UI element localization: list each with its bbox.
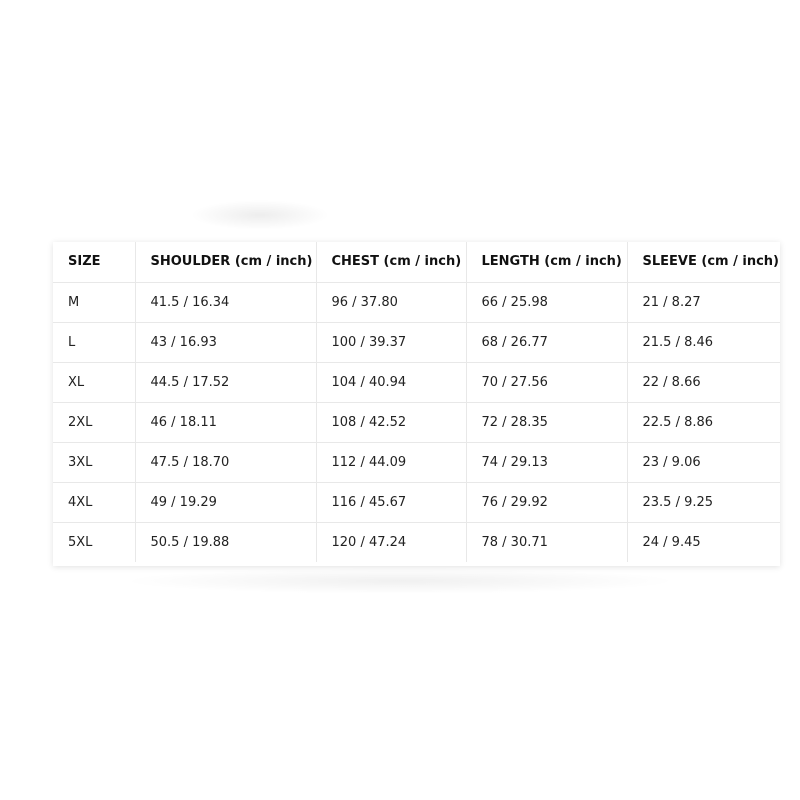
- table-row: [53, 362, 780, 402]
- cell-size: L: [53, 322, 135, 362]
- size-chart-card: [53, 242, 780, 566]
- cell-chest: 120 / 47.24: [316, 522, 466, 562]
- cell-chest: 116 / 45.67: [316, 482, 466, 522]
- cell-sleeve: 23.5 / 9.25: [627, 482, 780, 522]
- cell-shoulder: 43 / 16.93: [135, 322, 316, 362]
- header-row: [53, 242, 780, 282]
- cell-sleeve: 22 / 8.66: [627, 362, 780, 402]
- header-shoulder: SHOULDER (cm / inch): [135, 242, 316, 282]
- cell-shoulder: 44.5 / 17.52: [135, 362, 316, 402]
- header-sleeve: SLEEVE (cm / inch): [627, 242, 780, 282]
- cell-length: 74 / 29.13: [466, 442, 627, 482]
- cell-shoulder: 47.5 / 18.70: [135, 442, 316, 482]
- cell-shoulder: 46 / 18.11: [135, 402, 316, 442]
- cell-sleeve: 21 / 8.27: [627, 282, 780, 322]
- size-chart-table: [53, 242, 780, 562]
- header-chest: CHEST (cm / inch): [316, 242, 466, 282]
- cell-length: 66 / 25.98: [466, 282, 627, 322]
- table-row: [53, 322, 780, 362]
- cell-chest: 104 / 40.94: [316, 362, 466, 402]
- table-row: [53, 442, 780, 482]
- cell-sleeve: 24 / 9.45: [642, 534, 701, 550]
- cell-chest: 96 / 37.80: [316, 282, 466, 322]
- cell-chest: 100 / 39.37: [316, 322, 466, 362]
- cell-length: 76 / 29.92: [466, 482, 627, 522]
- cell-length: 68 / 26.77: [466, 322, 627, 362]
- cell-sleeve: 22.5 / 8.86: [627, 402, 780, 442]
- cell-size: 2XL: [53, 402, 135, 442]
- background-shadow-top: [190, 200, 330, 230]
- cell-chest: 108 / 42.52: [316, 402, 466, 442]
- cell-size: M: [53, 282, 135, 322]
- cell-shoulder: 41.5 / 16.34: [135, 282, 316, 322]
- cell-shoulder: 49 / 19.29: [135, 482, 316, 522]
- cell-size: 3XL: [53, 442, 135, 482]
- header-length: LENGTH (cm / inch): [466, 242, 627, 282]
- cell-size: 4XL: [53, 482, 135, 522]
- cell-length: 70 / 27.56: [466, 362, 627, 402]
- table-row: [53, 282, 780, 322]
- cell-sleeve: 23 / 9.06: [627, 442, 780, 482]
- cell-shoulder: 50.5 / 19.88: [135, 522, 316, 562]
- cell-chest: 112 / 44.09: [316, 442, 466, 482]
- cell-size: 5XL: [53, 522, 135, 562]
- background-shadow-bottom: [120, 568, 680, 594]
- cell-sleeve: 21.5 / 8.46: [627, 322, 780, 362]
- table-row: [53, 402, 780, 442]
- cell-size: XL: [53, 362, 135, 402]
- table-row: [53, 482, 780, 522]
- header-size: SIZE: [53, 242, 135, 282]
- table-row: [53, 522, 780, 562]
- cell-length: 78 / 30.71: [466, 522, 627, 562]
- cell-length: 72 / 28.35: [466, 402, 627, 442]
